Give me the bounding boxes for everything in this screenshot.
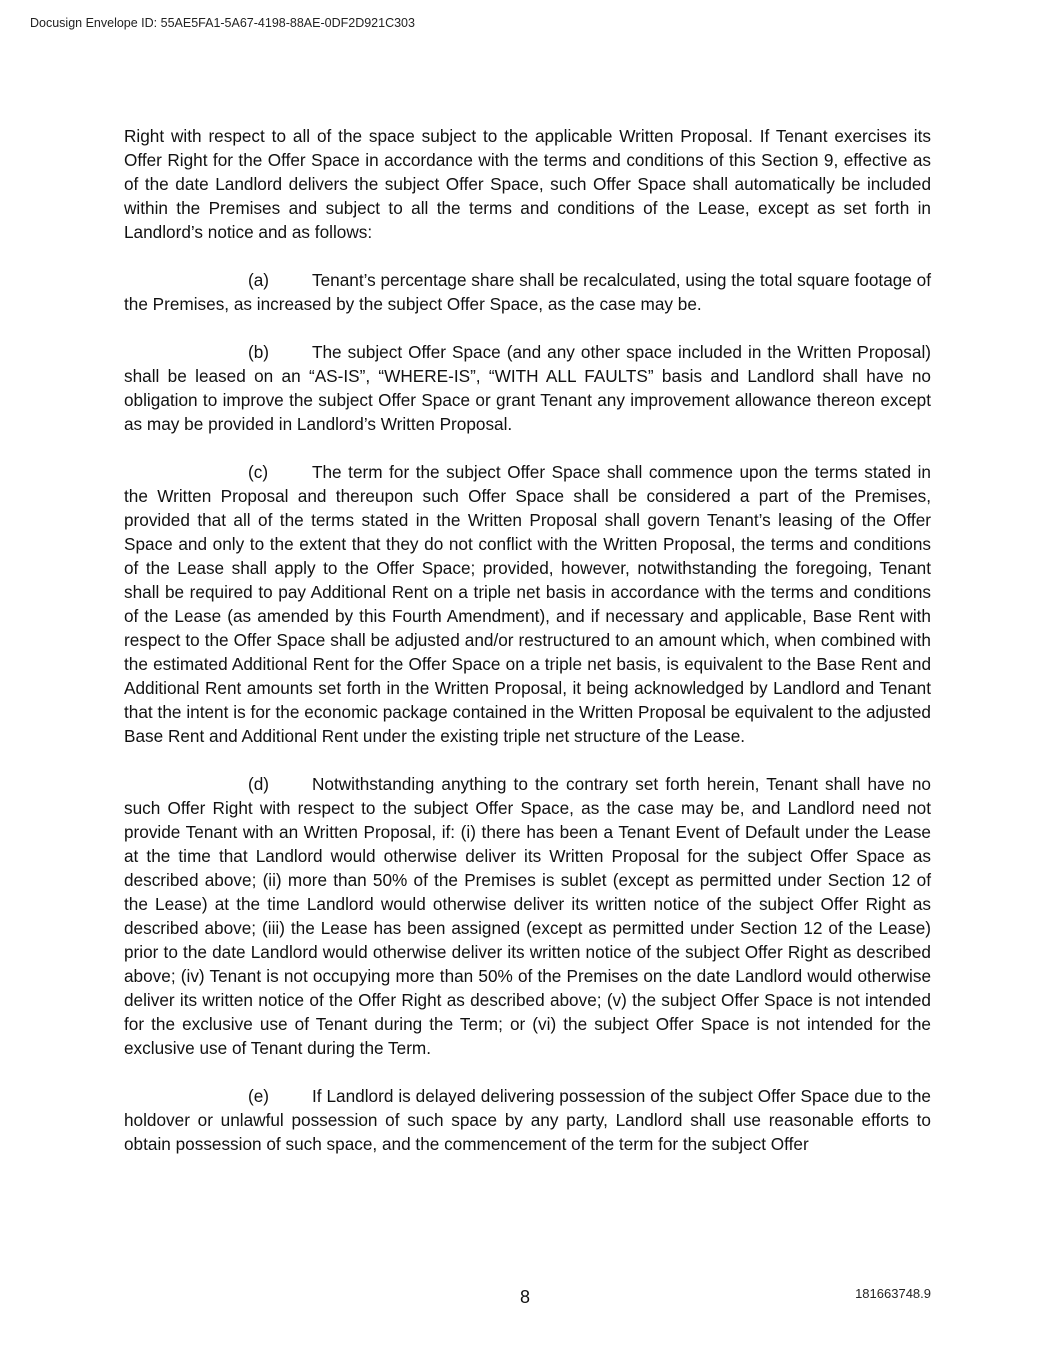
intro-paragraph: Right with respect to all of the space subject to the applicable Written Proposal. If Tenant exercises its Offer Right for the Offer Space in accordance with the terms and conditions of this Section 9, effective as of the date Landlord delivers the subject Offer Space, such Offer Space shall automatically be included within the Premises and subject to all the terms and conditions of the Lease, except as set forth in Landlord’s notice and as follows: bbox=[124, 126, 931, 242]
clause-label: (e) bbox=[248, 1086, 270, 1106]
clause-label: (d) bbox=[248, 774, 270, 794]
clause-text: Tenant’s percentage share shall be recalculated, using the total square footage of the Premises, as increased by the subject Offer Space, as the case may be. bbox=[124, 270, 931, 314]
clause-c bbox=[124, 460, 931, 748]
docusign-envelope-id: Docusign Envelope ID: 55AE5FA1-5A67-4198-88AE-0DF2D921C303 bbox=[30, 16, 415, 30]
document-number: 181663748.9 bbox=[855, 1286, 931, 1301]
clause-b bbox=[124, 340, 931, 436]
clause-text: Notwithstanding anything to the contrary set forth herein, Tenant shall have no such Offer Right with respect to the subject Offer Space, as the case may be, and Landlord need not provide Tenant with an Written Proposal, if: (i) there has been a Tenant Event of Default under the Lease at the time that Landlord would otherwise deliver its Written Proposal for the subject Offer Space as described above; (ii) more than 50% of the Premises is sublet (except as permitted under Section 12 of the Lease) at the time Landlord would otherwise deliver its written notice of the subject Offer Right as described above; (iii) the Lease has been assigned (except as permitted under Section 12 of the Lease) prior to the date Landlord would otherwise deliver its written notice of the subject Offer Right as described above; (iv) Tenant is not occupying more than 50% of the Premises on the date Landlord would otherwise deliver its written notice of the Offer Right as described above; (v) the subject Offer Space is not intended for the exclusive use of Tenant during the Term; or (vi) the subject Offer Space is not intended for the exclusive use of Tenant during the Term. bbox=[124, 774, 931, 1058]
page-number: 8 bbox=[520, 1287, 531, 1307]
clause-label: (b) bbox=[248, 342, 270, 362]
clause-label: (c) bbox=[248, 462, 269, 482]
clause-a bbox=[124, 268, 931, 316]
clause-label: (a) bbox=[248, 270, 270, 290]
clause-text: The term for the subject Offer Space shall commence upon the terms stated in the Written Proposal and thereupon such Offer Space shall be considered a part of the Premises, provided that all of the terms stated in the Written Proposal shall govern Tenant’s leasing of the Offer Space and only to the extent that they do not conflict with the Written Proposal, the terms and conditions of the Lease shall apply to the Offer Space; provided, however, notwithstanding the foregoing, Tenant shall be required to pay Additional Rent on a triple net basis in accordance with the terms and conditions of the Lease (as amended by this Fourth Amendment), and if necessary and applicable, Base Rent with respect to the Offer Space shall be adjusted and/or restructured to an amount which, when combined with the estimated Additional Rent for the Offer Space on a triple net basis, is equivalent to the Base Rent and Additional Rent amounts set forth in the Written Proposal, it being acknowledged by Landlord and Tenant that the intent is for the economic package contained in the Written Proposal be equivalent to the adjusted Base Rent and Additional Rent under the existing triple net structure of the Lease. bbox=[124, 462, 931, 746]
clause-e bbox=[124, 1084, 931, 1156]
document-body bbox=[124, 124, 931, 1180]
clause-d bbox=[124, 772, 931, 1060]
clause-text: The subject Offer Space (and any other space included in the Written Proposal) shall be leased on an “AS-IS”, “WHERE-IS”, “WITH ALL FAULTS” basis and Landlord shall have no obligation to improve the subject Offer Space or grant Tenant any improvement allowance thereon except as may be provided in Landlord’s Written Proposal. bbox=[124, 342, 931, 434]
clause-text: If Landlord is delayed delivering possession of the subject Offer Space due to the holdover or unlawful possession of such space by any party, Landlord shall use reasonable efforts to obtain possession of such space, and the commencement of the term for the subject Offer bbox=[124, 1086, 931, 1154]
